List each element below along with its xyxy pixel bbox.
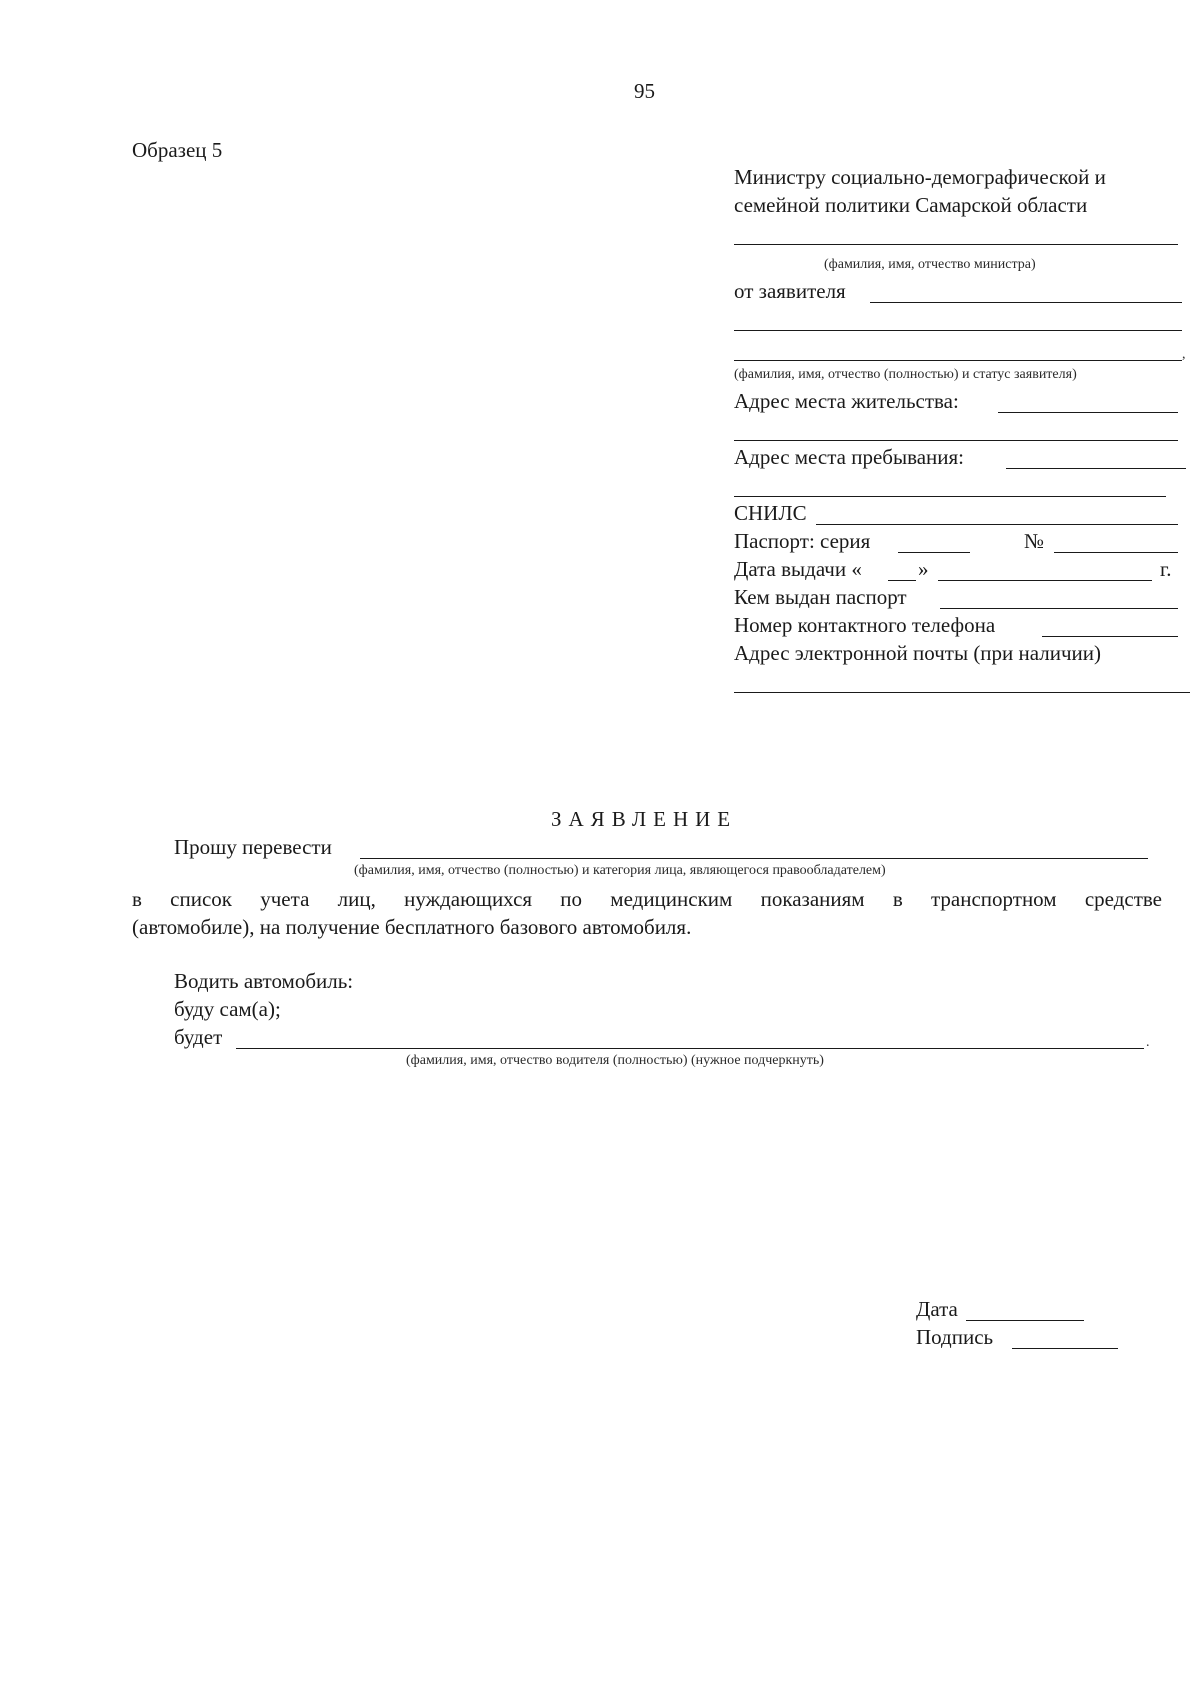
issue-year-suffix: г. xyxy=(1160,557,1172,581)
passport-number-line[interactable] xyxy=(1054,552,1178,553)
applicant-caption: (фамилия, имя, отчество (полностью) и статус заявителя) xyxy=(734,367,1077,382)
email-label: Адрес электронной почты (при наличии) xyxy=(734,641,1102,665)
phone-line[interactable] xyxy=(1042,636,1178,637)
driver-period: . xyxy=(1146,1035,1150,1050)
driver-name-line[interactable] xyxy=(236,1048,1144,1049)
residence-address-line-1[interactable] xyxy=(998,412,1178,413)
applicant-comma: , xyxy=(1182,347,1186,362)
applicant-line-1[interactable] xyxy=(870,302,1182,303)
residence-address-line-2[interactable] xyxy=(734,440,1178,441)
email-line[interactable] xyxy=(734,692,1190,693)
residence-address-label: Адрес места жительства: xyxy=(734,389,959,413)
issued-by-line[interactable] xyxy=(940,608,1178,609)
signature-label: Подпись xyxy=(916,1325,994,1349)
signature-line[interactable] xyxy=(1012,1348,1118,1349)
snils-label: СНИЛС xyxy=(734,501,807,525)
issue-date-label: Дата выдачи « xyxy=(734,557,862,581)
date-line[interactable] xyxy=(966,1320,1084,1321)
date-label: Дата xyxy=(916,1297,958,1321)
snils-line[interactable] xyxy=(816,524,1178,525)
statement-body-line-2: (автомобиле), на получение бесплатного базового автомобиля. xyxy=(132,915,692,939)
other-driver-option[interactable]: будет xyxy=(174,1025,223,1049)
statement-title: ЗАЯВЛЕНИЕ xyxy=(551,807,738,831)
minister-caption: (фамилия, имя, отчество министра) xyxy=(824,257,1036,272)
drive-label: Водить автомобиль: xyxy=(174,969,354,993)
minister-name-line[interactable] xyxy=(734,244,1178,245)
sample-label: Образец 5 xyxy=(132,138,223,162)
issue-month-line[interactable] xyxy=(938,580,1152,581)
driver-caption: (фамилия, имя, отчество водителя (полностью) (нужное подчеркнуть) xyxy=(406,1053,824,1068)
rights-holder-caption: (фамилия, имя, отчество (полностью) и категория лица, являющегося правообладателем) xyxy=(354,863,886,878)
stay-address-line-2[interactable] xyxy=(734,496,1166,497)
request-label: Прошу перевести xyxy=(174,835,332,859)
stay-address-line-1[interactable] xyxy=(1006,468,1186,469)
statement-body-line-1: в список учета лиц, нуждающихся по медицинским показаниям в транспортном средстве xyxy=(132,887,1162,911)
passport-series-label: Паспорт: серия xyxy=(734,529,871,553)
stay-address-label: Адрес места пребывания: xyxy=(734,445,965,469)
applicant-line-3[interactable] xyxy=(734,360,1182,361)
passport-series-line[interactable] xyxy=(898,552,970,553)
passport-number-label: № xyxy=(1024,529,1045,553)
from-applicant-label: от заявителя xyxy=(734,279,846,303)
page-number: 95 xyxy=(634,79,655,103)
addressee-line-2: семейной политики Самарской области xyxy=(734,193,1088,217)
phone-label: Номер контактного телефона xyxy=(734,613,996,637)
issue-day-line[interactable] xyxy=(888,580,916,581)
addressee-line-1: Министру социально-демографической и xyxy=(734,165,1106,189)
applicant-line-2[interactable] xyxy=(734,330,1182,331)
issued-by-label: Кем выдан паспорт xyxy=(734,585,907,609)
issue-date-close-quote: » xyxy=(918,557,929,581)
self-drive-option[interactable]: буду сам(а); xyxy=(174,997,281,1021)
rights-holder-line[interactable] xyxy=(360,858,1148,859)
